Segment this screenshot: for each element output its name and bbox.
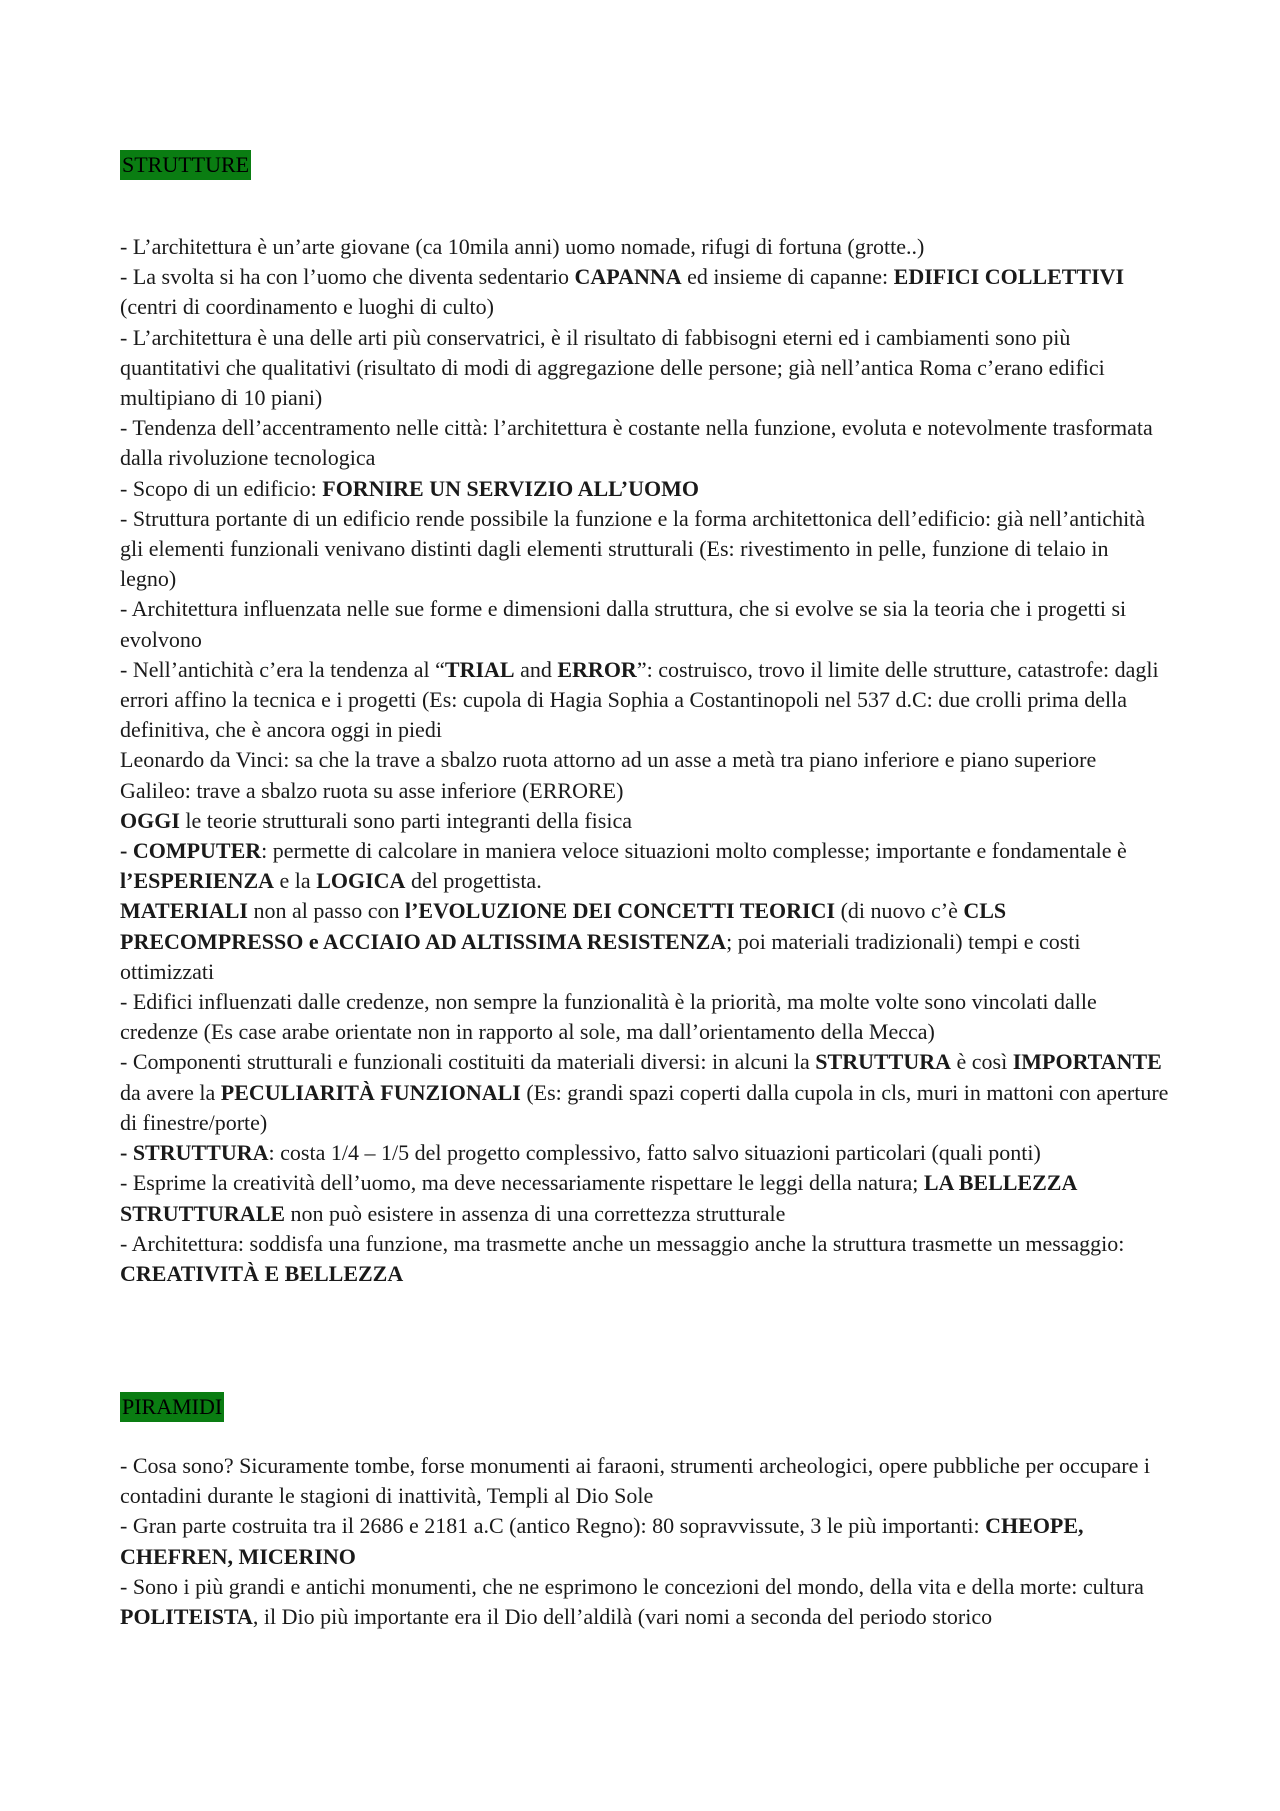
paragraph (120, 1138, 1170, 1168)
text-run: - Nell’antichità c’era la tendenza al “ (120, 656, 445, 682)
paragraph (120, 1229, 1170, 1289)
text-run: - Architettura influenzata nelle sue forme e dimensioni dalla struttura, che si evolve se sia la teoria che i progetti si evolvono (120, 596, 1127, 652)
paragraph (120, 1047, 1170, 1138)
paragraph (120, 1511, 1170, 1571)
bold-text: LOGICA (316, 868, 406, 894)
paragraph (120, 745, 1170, 775)
bold-text: MATERIALI (120, 898, 248, 924)
text-run: - L’architettura è un’arte giovane (ca 10mila anni) uomo nomade, rifugi di fortuna (grotte..) (120, 234, 925, 259)
text-run: Leonardo da Vinci: sa che la trave a sbalzo ruota attorno ad un asse a metà tra piano inferiore e piano superiore (120, 747, 1097, 773)
bold-text: CHEOPE, CHEFREN, MICERINO (120, 1513, 1084, 1569)
text-run: and (514, 656, 558, 682)
text-run: - Architettura: soddisfa una funzione, ma trasmette anche un messaggio anche la struttura trasmette un messaggio: (120, 1230, 1125, 1256)
text-run: non può esistere in assenza di una correttezza strutturale (285, 1200, 786, 1226)
paragraph (120, 776, 1170, 806)
text-run: : permette di calcolare in maniera veloce situazioni molto complesse; importante e fondamentale è (261, 838, 1127, 864)
text-run: - Struttura portante di un edificio rende possibile la funzione e la forma architettonica dell’edificio: già nell’antichità gli elementi funzionali venivano distinti dagli elementi strutturali (Es: rivestimento in pelle, funzione di telaio in legno) (120, 505, 1146, 592)
text-run: non al passo con (247, 898, 405, 924)
text-run: : costa 1/4 – 1/5 del progetto complessivo, fatto salvo situazioni particolari (quali ponti) (268, 1140, 1041, 1166)
paragraph (120, 594, 1170, 654)
text-run: - Componenti strutturali e funzionali costituiti da materiali diversi: in alcuni la (120, 1049, 816, 1075)
bold-text: LA BELLEZZA STRUTTURALE (120, 1170, 1077, 1226)
text-run: - Gran parte costruita tra il 2686 e 2181 a.C (antico Regno): 80 sopravvissute, 3 le più importanti: (120, 1513, 986, 1539)
section-body-piramidi (120, 1451, 1170, 1632)
text-run: - Sono i più grandi e antichi monumenti, che ne esprimono le concezioni del mondo, della vita e della morte: cultura (120, 1573, 1144, 1599)
text-run: (di nuovo c’è (835, 898, 964, 924)
paragraph (120, 413, 1170, 473)
section-heading-strutture: STRUTTURE (120, 150, 251, 180)
paragraph (120, 1572, 1170, 1632)
bold-text: FORNIRE UN SERVIZIO ALL’UOMO (322, 475, 699, 501)
text-run: - L’architettura è una delle arti più conservatrici, è il risultato di fabbisogni eterni ed i cambiamenti sono più quantitativi che qualitativi (risultato di modi di aggregazione delle persone; già nell’antica Roma c’erano edifici multipiano di 10 piani) (120, 324, 1105, 411)
text-run: - Esprime la creatività dell’uomo, ma deve necessariamente rispettare le leggi della natura; (120, 1170, 924, 1196)
bold-text: l’ESPERIENZA (120, 868, 275, 894)
paragraph (120, 323, 1170, 414)
bold-text: CREATIVITÀ E BELLEZZA (120, 1260, 404, 1286)
bold-text: EDIFICI COLLETTIVI (893, 264, 1125, 290)
text-run: - Cosa sono? Sicuramente tombe, forse monumenti ai faraoni, strumenti archeologici, opere pubbliche per occupare i contadini durante le stagioni di inattività, Templi al Dio Sole (120, 1453, 1150, 1509)
bold-text: PECULIARITÀ FUNZIONALI (220, 1079, 521, 1105)
text-run: , il Dio più importante era il Dio dell’aldilà (vari nomi a seconda del periodo storico (252, 1604, 993, 1630)
bold-text: STRUTTURA (815, 1049, 951, 1075)
bold-text: IMPORTANTE (1012, 1049, 1162, 1075)
bold-text: CLS PRECOMPRESSO e ACCIAIO AD ALTISSIMA RESISTENZA (120, 898, 1007, 954)
section-body-strutture (120, 232, 1170, 1289)
paragraph (120, 474, 1170, 504)
paragraph (120, 896, 1170, 987)
text-run: Galileo: trave a sbalzo ruota su asse inferiore (ERRORE) (120, 777, 624, 803)
paragraph (120, 1168, 1170, 1228)
paragraph (120, 836, 1170, 896)
text-run: - Tendenza dell’accentramento nelle città: l’architettura è costante nella funzione, evoluta e notevolmente trasformata dalla rivoluzione tecnologica (120, 415, 1153, 471)
text-run: ed insieme di capanne: (681, 264, 894, 290)
paragraph (120, 987, 1170, 1047)
paragraph (120, 504, 1170, 595)
paragraph (120, 655, 1170, 746)
bold-text: TRIAL (444, 656, 515, 682)
bold-text: - STRUTTURA (120, 1140, 269, 1166)
paragraph (120, 806, 1170, 836)
section-heading-piramidi: PIRAMIDI (120, 1392, 224, 1422)
text-run: - Edifici influenzati dalle credenze, non sempre la funzionalità è la priorità, ma molte volte sono vincolati dalle credenze (Es case arabe orientate non in rapporto al sole, ma dall’orientamento della Mecca) (120, 989, 1097, 1045)
bold-text: POLITEISTA (120, 1604, 253, 1630)
bold-text: - COMPUTER (120, 838, 262, 864)
text-run: del progettista. (405, 868, 542, 894)
text-run: - La svolta si ha con l’uomo che diventa sedentario (120, 264, 575, 290)
text-run: (centri di coordinamento e luoghi di culto) (120, 294, 494, 320)
paragraph (120, 232, 1170, 262)
text-run: ; poi materiali tradizionali) tempi e costi ottimizzati (120, 928, 1081, 984)
text-run: (Es: grandi spazi coperti dalla cupola in cls, muri in mattoni con aperture di finestre/porte) (120, 1079, 1169, 1135)
text-run: ”: costruisco, trovo il limite delle strutture, catastrofe: dagli errori affino la tecnica e i progetti (Es: cupola di Hagia Sophia a Costantinopoli nel 537 d.C: due crolli prima della definitiva, che è ancora oggi in piedi (120, 656, 1159, 743)
bold-text: ERROR (557, 656, 637, 682)
text-run: da avere la (120, 1079, 221, 1105)
text-run: è così (950, 1049, 1013, 1075)
text-run: e la (274, 868, 317, 894)
bold-text: l’EVOLUZIONE DEI CONCETTI TEORICI (404, 898, 836, 924)
bold-text: CAPANNA (574, 264, 682, 290)
paragraph (120, 262, 1170, 322)
text-run: - Scopo di un edificio: (120, 475, 323, 501)
paragraph (120, 1451, 1170, 1511)
text-run: le teorie strutturali sono parti integranti della fisica (179, 807, 632, 833)
bold-text: OGGI (120, 807, 180, 833)
